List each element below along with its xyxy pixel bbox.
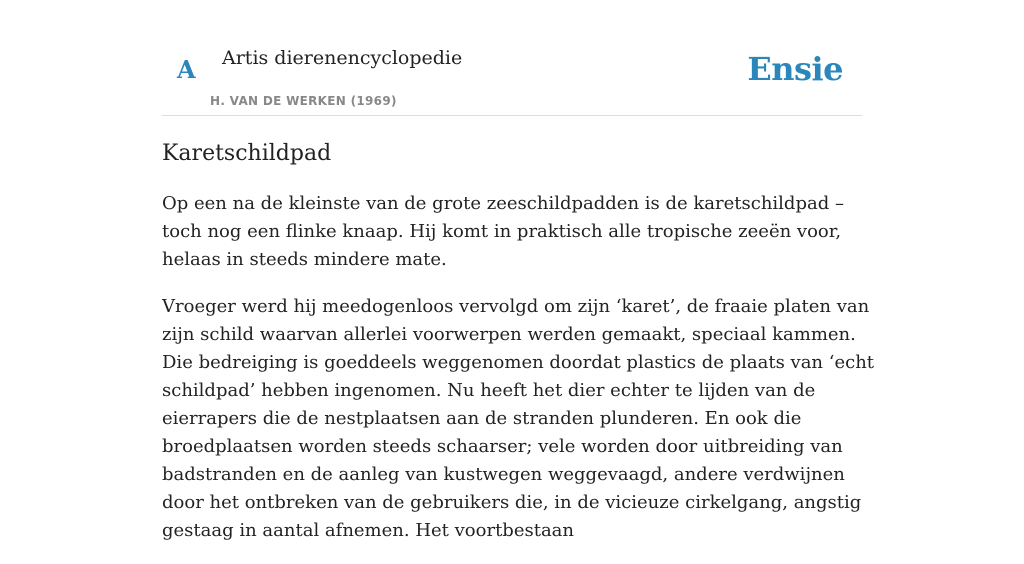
index-letter-link[interactable]: A [177,55,196,84]
brand-logo-link[interactable]: Ensie [747,50,843,88]
article [162,138,882,564]
book-title-link[interactable]: Artis dierenencyclopedie [222,47,463,69]
paragraph: Vroeger werd hij meedogenloos vervolgd om zijn ‘karet’, de fraaie platen van zijn schild waarvan allerlei voorwerpen werden gemaakt, speciaal kammen. Die bedreiging is goeddeels weggenomen doordat plastics de plaats van ‘echt schildpad’ hebben ingenomen. Nu heeft het dier echter te lijden van de eierrapers die de nestplaatsen aan de stranden plunderen. En ook die broedplaatsen worden steeds schaarser; vele worden door uitbreiding van badstranden en de aanleg van kustwegen weggevaagd, andere verdwijnen door het ontbreken van de gebruikers die, in de vicieuze cirkelgang, angstig gestaag in aantal afnemen. Het voortbestaan [162,296,875,541]
entry-title: Karetschildpad [162,141,332,166]
book-author: H. VAN DE WERKEN (1969) [210,94,397,108]
header [162,0,862,116]
paragraph: Op een na de kleinste van de grote zeeschildpadden is de karetschildpad – toch nog een flinke knaap. Hij komt in praktisch alle tropische zeeën voor, helaas in steeds mindere mate. [162,193,844,270]
